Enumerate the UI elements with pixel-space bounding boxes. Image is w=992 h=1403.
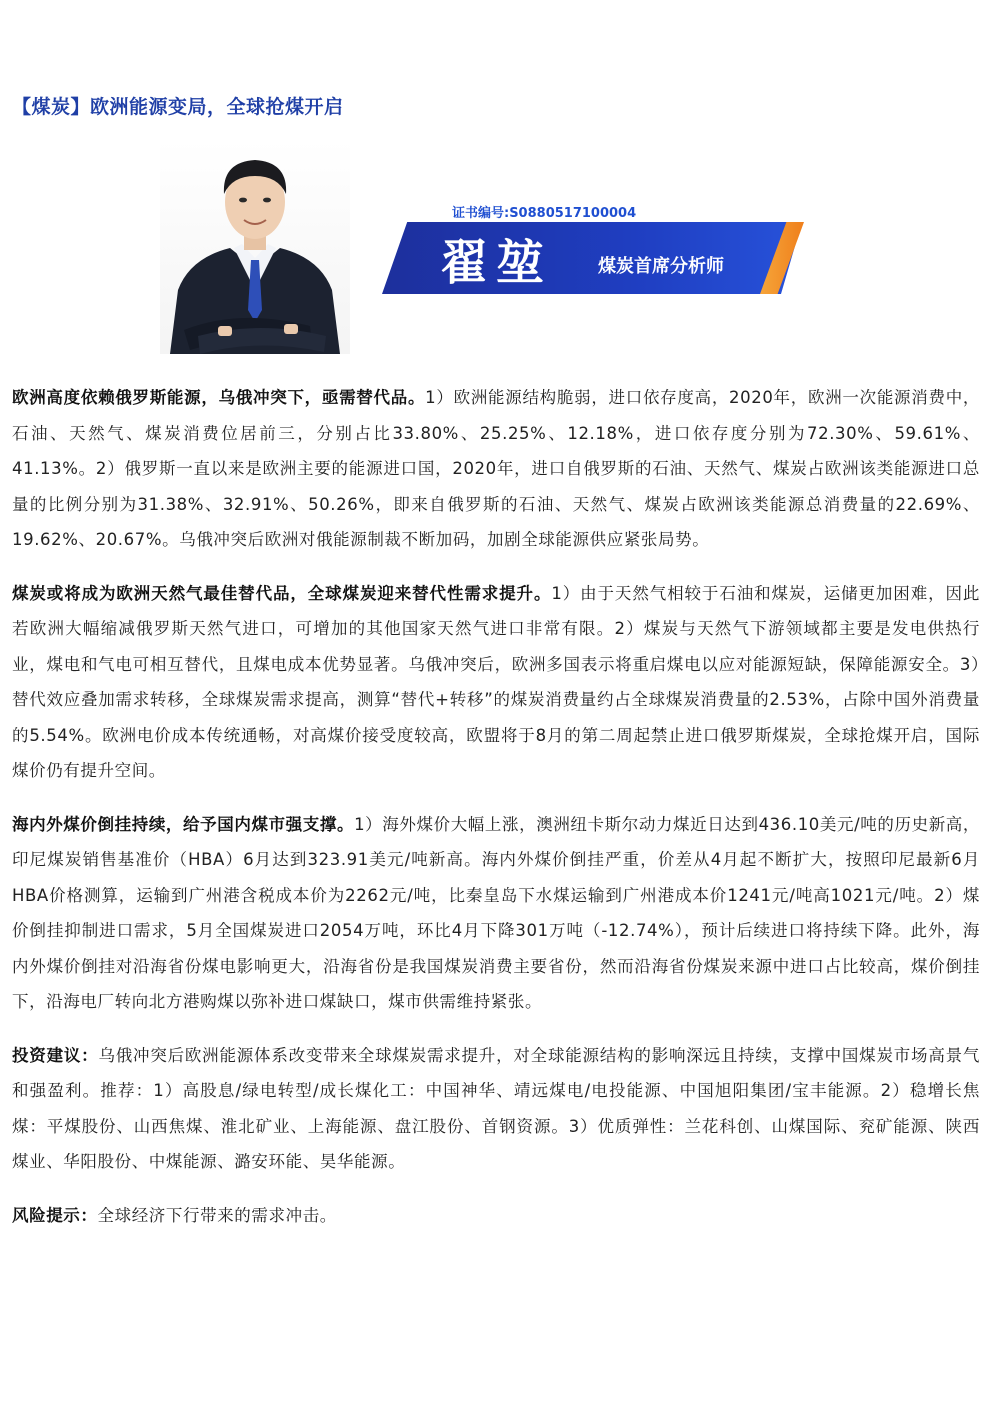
paragraph-lead: 煤炭或将成为欧洲天然气最佳替代品，全球煤炭迎来替代性需求提升。 xyxy=(12,583,552,603)
paragraph-price-inversion xyxy=(12,807,980,1020)
paragraph-body: 1）由于天然气相较于石油和煤炭，运储更加困难，因此若欧洲大幅缩减俄罗斯天然气进口，可增加的其他国家天然气进口非常有限。2）煤炭与天然气下游领域都主要是发电供热行业，煤电和气电可相互替代，且煤电成本优势显著。乌俄冲突后，欧洲多国表示将重启煤电以应对能源短缺，保障能源安全。3）替代效应叠加需求转移，全球煤炭需求提高，测算“替代+转移”的煤炭消费量约占全球煤炭消费量的2.53%，占除中国外消费量的5.54%。欧洲电价成本传统通畅，对高煤价接受度较高，欧盟将于8月的第二周起禁止进口俄罗斯煤炭，全球抢煤开启，国际煤价仍有提升空间。 xyxy=(12,583,980,780)
analyst-portrait-icon xyxy=(160,140,350,354)
article-body xyxy=(12,380,980,1251)
paragraph-body: 1）欧洲能源结构脆弱，进口依存度高，2020年，欧洲一次能源消费中，石油、天然气、煤炭消费位居前三，分别占比33.80%、25.25%、12.18%，进口依存度分别为72.30%、59.61%、41.13%。2）俄罗斯一直以来是欧洲主要的能源进口国，2020年，进口自俄罗斯的石油、天然气、煤炭占欧洲该类能源进口总量的比例分别为31.38%、32.91%、50.26%，即来自俄罗斯的石油、天然气、煤炭占欧洲该类能源总消费量的22.69%、19.62%、20.67%。乌俄冲突后欧洲对俄能源制裁不断加码，加剧全球能源供应紧张局势。 xyxy=(12,388,981,549)
analyst-banner xyxy=(160,140,810,358)
analyst-name: 翟堃 xyxy=(440,235,553,291)
analyst-role: 煤炭首席分析师 xyxy=(598,256,724,277)
paragraph-risk-warning xyxy=(12,1198,980,1234)
paragraph-lead: 投资建议： xyxy=(12,1045,99,1065)
paragraph-investment-advice xyxy=(12,1038,980,1180)
paragraph-body: 全球经济下行带来的需求冲击。 xyxy=(97,1205,337,1225)
paragraph-body: 乌俄冲突后欧洲能源体系改变带来全球煤炭需求提升，对全球能源结构的影响深远且持续，支撑中国煤炭市场高景气和强盈利。推荐：1）高股息/绿电转型/成长煤化工：中国神华、靖远煤电/电投能源、中国旭阳集团/宝丰能源。2）稳增长焦煤：平煤股份、山西焦煤、淮北矿业、上海能源、盘江股份、首钢资源。3）优质弹性：兰花科创、山煤国际、兖矿能源、陕西煤业、华阳股份、中煤能源、潞安环能、昊华能源。 xyxy=(12,1045,980,1171)
certificate-number: 证书编号:S0880517100004 xyxy=(452,206,637,221)
paragraph-lead: 欧洲高度依赖俄罗斯能源，乌俄冲突下，亟需替代品。 xyxy=(12,388,426,407)
paragraph-coal-substitute xyxy=(12,576,980,789)
page-title: 【煤炭】欧洲能源变局，全球抢煤开启 xyxy=(12,96,344,118)
portrait-svg xyxy=(160,140,350,354)
paragraph-lead: 海内外煤价倒挂持续，给予国内煤市强支撑。 xyxy=(12,814,355,834)
paragraph-body: 1）海外煤价大幅上涨，澳洲纽卡斯尔动力煤近日达到436.10美元/吨的历史新高，印尼煤炭销售基准价（HBA）6月达到323.91美元/吨新高。海内外煤价倒挂严重，价差从4月起不断扩大，按照印尼最新6月HBA价格测算，运输到广州港含税成本价为2262元/吨，比秦皇岛下水煤运输到广州港成本价1241元/吨高1021元/吨。2）煤价倒挂抑制进口需求，5月全国煤炭进口2054万吨，环比4月下降301万吨（-12.74%），预计后续进口将持续下降。此外，海内外煤价倒挂对沿海省份煤电影响更大，沿海省份是我国煤炭消费主要省份，然而沿海省份煤炭来源中进口占比较高，煤价倒挂下，沿海电厂转向北方港购煤以弥补进口煤缺口，煤市供需维持紧张。 xyxy=(12,814,980,1011)
paragraph-europe-dependence xyxy=(12,380,980,558)
paragraph-lead: 风险提示： xyxy=(12,1205,98,1225)
